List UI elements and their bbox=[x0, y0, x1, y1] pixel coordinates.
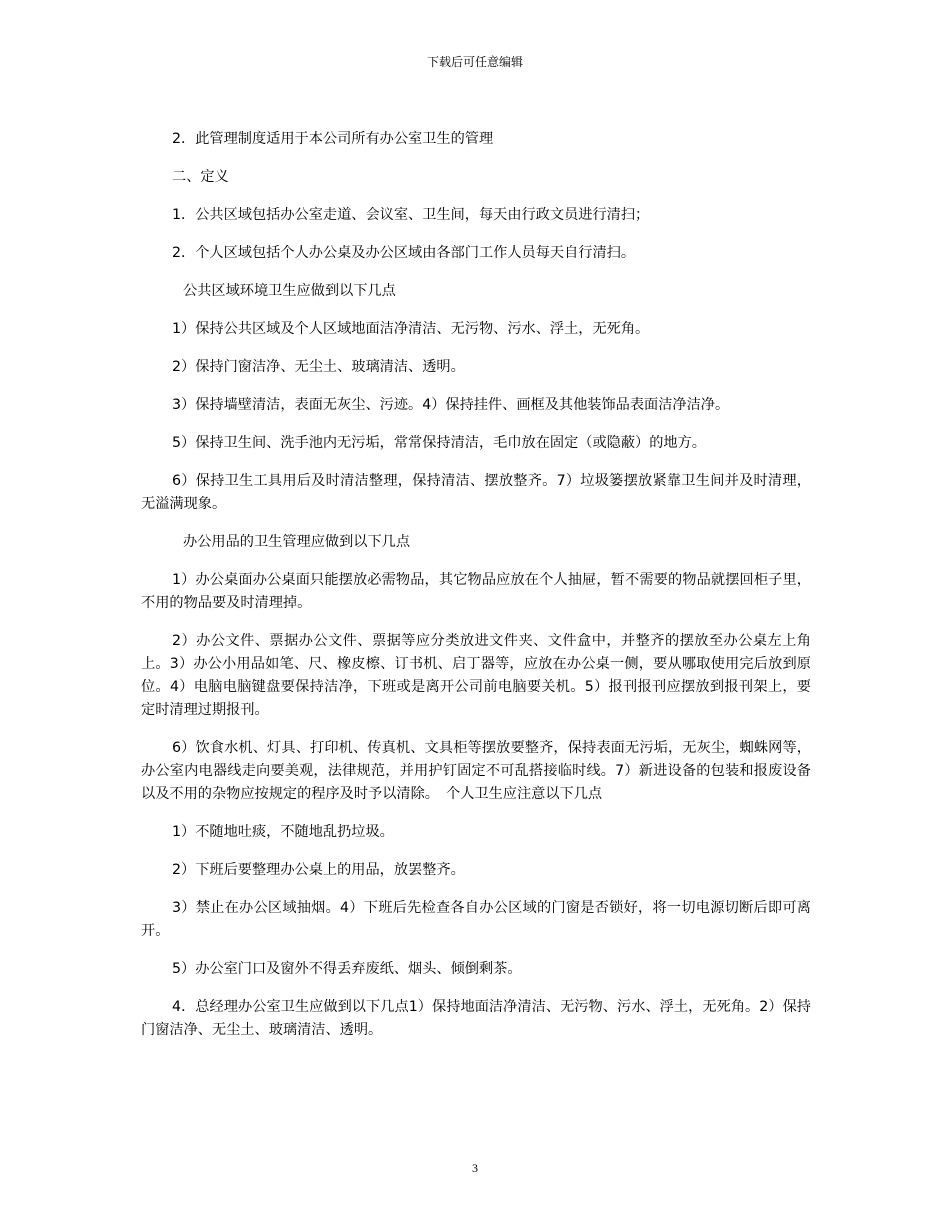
document-body bbox=[141, 128, 811, 1057]
page-header: 下载后可任意编辑 bbox=[426, 55, 523, 69]
list-item: 3）禁止在办公区域抽烟。4）下班后先检查各自办公区域的门窗是否锁好，将一切电源切断后即可离开。 bbox=[141, 900, 811, 939]
paragraph-scope: 2．此管理制度适用于本公司所有办公室卫生的管理 bbox=[172, 131, 494, 147]
paragraph-general-manager-office: 4．总经理办公室卫生应做到以下几点1）保持地面洁净清洁、无污物、污水、浮土，无死角。2）保持门窗洁净、无尘土、玻璃清洁、透明。 bbox=[141, 999, 811, 1038]
list-item: 1）办公桌面办公桌面只能摆放必需物品，其它物品应放在个人抽屉，暂不需要的物品就摆回柜子里，不用的物品要及时清理掉。 bbox=[141, 572, 811, 611]
list-item: 6）饮食水机、灯具、打印机、传真机、文具柜等摆放要整齐，保持表面无污垢，无灰尘，蜘蛛网等，办公室内电器线走向要美观，法律规范，并用护钉固定不可乱搭接临时线。7）新进设备的包装和报废设备以及不用的杂物应按规定的程序及时予以清除。 个人卫生应注意以下几点 bbox=[141, 740, 811, 802]
section-heading-definition: 二、定义 bbox=[172, 169, 229, 185]
paragraph-personal-area: 2．个人区域包括个人办公桌及办公区域由各部门工作人员每天自行清扫。 bbox=[172, 245, 636, 261]
list-item: 2）下班后要整理办公桌上的用品，放罢整齐。 bbox=[172, 862, 465, 878]
list-item: 1）不随地吐痰，不随地乱扔垃圾。 bbox=[172, 824, 394, 840]
list-item: 6）保持卫生工具用后及时清洁整理，保持清洁、摆放整齐。7）垃圾篓摆放紧靠卫生间并及时清理，无溢满现象。 bbox=[141, 473, 811, 512]
list-item: 5）办公室门口及窗外不得丢弃废纸、烟头、倾倒剩茶。 bbox=[172, 961, 522, 977]
paragraph-public-area: 1．公共区域包括办公室走道、会议室、卫生间，每天由行政文员进行清扫； bbox=[172, 207, 650, 223]
list-item: 2）办公文件、票据办公文件、票据等应分类放进文件夹、文件盒中，并整齐的摆放至办公桌左上角上。3）办公小用品如笔、尺、橡皮檫、订书机、启丁器等，应放在办公桌一侧，要从哪取使用完后放到原位。4）电脑电脑键盘要保持洁净，下班或是离开公司前电脑要关机。5）报刊报刊应摆放到报刊架上，要定时清理过期报刊。 bbox=[141, 633, 811, 718]
list-item: 2）保持门窗洁净、无尘土、玻璃清洁、透明。 bbox=[172, 359, 465, 375]
subheading-office-supplies: 办公用品的卫生管理应做到以下几点 bbox=[183, 534, 411, 550]
list-item: 3）保持墙壁清洁，表面无灰尘、污迹。4）保持挂件、画框及其他装饰品表面洁净洁净。 bbox=[172, 397, 730, 413]
page-number: 3 bbox=[472, 1161, 478, 1175]
list-item: 1）保持公共区域及个人区域地面洁净清洁、无污物、污水、浮土，无死角。 bbox=[172, 321, 650, 337]
subheading-public-area-hygiene: 公共区域环境卫生应做到以下几点 bbox=[183, 283, 396, 299]
list-item: 5）保持卫生间、洗手池内无污垢，常常保持清洁，毛巾放在固定（或隐蔽）的地方。 bbox=[172, 435, 706, 451]
